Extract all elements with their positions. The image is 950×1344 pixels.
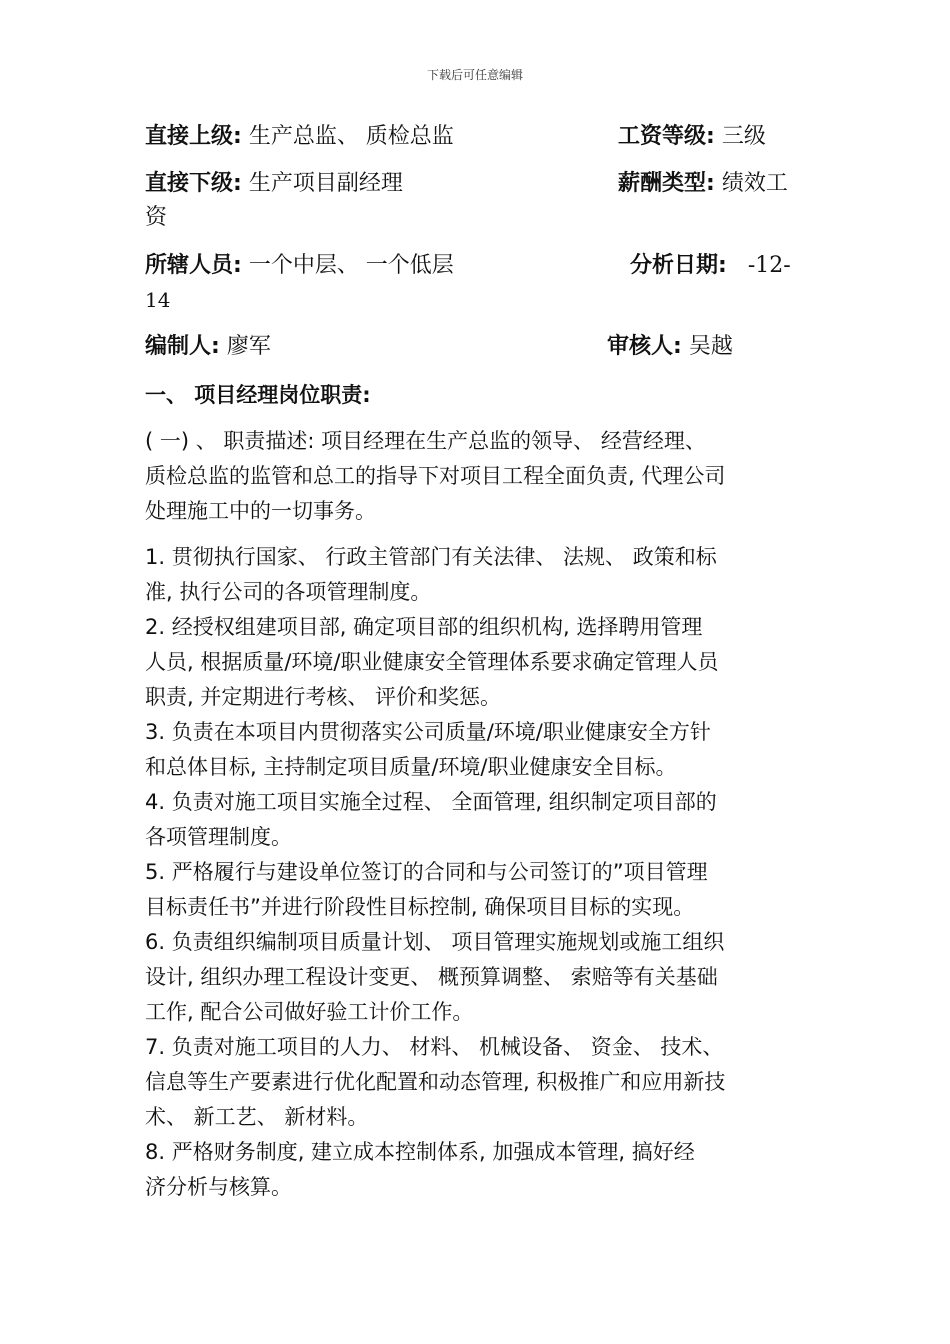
duty-item — [145, 610, 810, 715]
duty-item — [145, 855, 810, 925]
duty-line: 职责, 并定期进行考核、 评价和奖惩。 — [145, 685, 502, 709]
duty-item — [145, 925, 810, 1030]
duty-line: 目标责任书”并进行阶段性目标控制, 确保项目目标的实现。 — [145, 895, 695, 919]
description-line: 处理施工中的一切事务。 — [145, 499, 376, 523]
duty-list — [145, 540, 810, 1205]
duty-line: 5. 严格履行与建设单位签订的合同和与公司签订的”项目管理 — [145, 860, 708, 884]
duty-line: 人员, 根据质量/环境/职业健康安全管理体系要求确定管理人员 — [145, 650, 719, 674]
date-row — [630, 249, 791, 283]
reviewer-value: 吴越 — [688, 334, 733, 359]
duty-line: 4. 负责对施工项目实施全过程、 全面管理, 组织制定项目部的 — [145, 790, 717, 814]
grade-row — [618, 120, 766, 154]
superior-label: 直接上级: — [145, 124, 242, 149]
reviewer-row — [607, 330, 733, 364]
page-header-note: 下载后可任意编辑 — [426, 68, 523, 82]
duty-line: 济分析与核算。 — [145, 1175, 292, 1199]
duty-line: 准, 执行公司的各项管理制度。 — [145, 580, 432, 604]
date-value: -12- — [747, 253, 791, 278]
staff-value: 一个中层、 一个低层 — [248, 253, 454, 278]
grade-value: 三级 — [721, 124, 766, 149]
author-row — [145, 330, 271, 364]
duty-line: 6. 负责组织编制项目质量计划、 项目管理实施规划或施工组织 — [145, 930, 725, 954]
duty-line: 术、 新工艺、 新材料。 — [145, 1105, 369, 1129]
staff-label: 所辖人员: — [145, 253, 242, 278]
duty-line: 7. 负责对施工项目的人力、 材料、 机械设备、 资金、 技术、 — [145, 1035, 724, 1059]
duty-item — [145, 785, 810, 855]
duty-item — [145, 540, 810, 610]
duty-line: 工作, 配合公司做好验工计价工作。 — [145, 1000, 474, 1024]
pay-type-value: 绩效工 — [721, 171, 788, 196]
subordinate-value: 生产项目副经理 — [248, 171, 403, 196]
duty-line: 信息等生产要素进行优化配置和动态管理, 积极推广和应用新技 — [145, 1070, 726, 1094]
duty-item — [145, 715, 810, 785]
duty-line: 2. 经授权组建项目部, 确定项目部的组织机构, 选择聘用管理 — [145, 615, 703, 639]
duty-line: 各项管理制度。 — [145, 825, 292, 849]
date-label: 分析日期: — [630, 253, 727, 278]
description-paragraph — [145, 424, 810, 529]
duty-line: 和总体目标, 主持制定项目质量/环境/职业健康安全目标。 — [145, 755, 677, 779]
superior-value: 生产总监、 质检总监 — [248, 124, 454, 149]
date-value-wrap: 14 — [145, 288, 171, 312]
duty-line: 3. 负责在本项目内贯彻落实公司质量/环境/职业健康安全方针 — [145, 720, 711, 744]
description-line: ( 一) 、 职责描述: 项目经理在生产总监的领导、 经营经理、 — [145, 429, 706, 453]
superior-row — [145, 120, 454, 154]
description-line: 质检总监的监管和总工的指导下对项目工程全面负责, 代理公司 — [145, 464, 726, 488]
subordinate-row — [145, 167, 403, 201]
author-value: 廖军 — [226, 334, 271, 359]
section-title: 一、 项目经理岗位职责: — [145, 383, 371, 407]
pay-type-value-wrap: 资 — [145, 205, 168, 230]
duty-item — [145, 1135, 810, 1205]
duty-line: 设计, 组织办理工程设计变更、 概预算调整、 索赔等有关基础 — [145, 965, 718, 989]
duty-line: 8. 严格财务制度, 建立成本控制体系, 加强成本管理, 搞好经 — [145, 1140, 695, 1164]
reviewer-label: 审核人: — [607, 334, 682, 359]
grade-label: 工资等级: — [618, 124, 715, 149]
staff-row — [145, 249, 454, 283]
pay-type-row — [618, 167, 788, 201]
duty-item — [145, 1030, 810, 1135]
pay-type-label: 薪酬类型: — [618, 171, 715, 196]
duty-line: 1. 贯彻执行国家、 行政主管部门有关法律、 法规、 政策和标 — [145, 545, 717, 569]
author-label: 编制人: — [145, 334, 220, 359]
subordinate-label: 直接下级: — [145, 171, 242, 196]
